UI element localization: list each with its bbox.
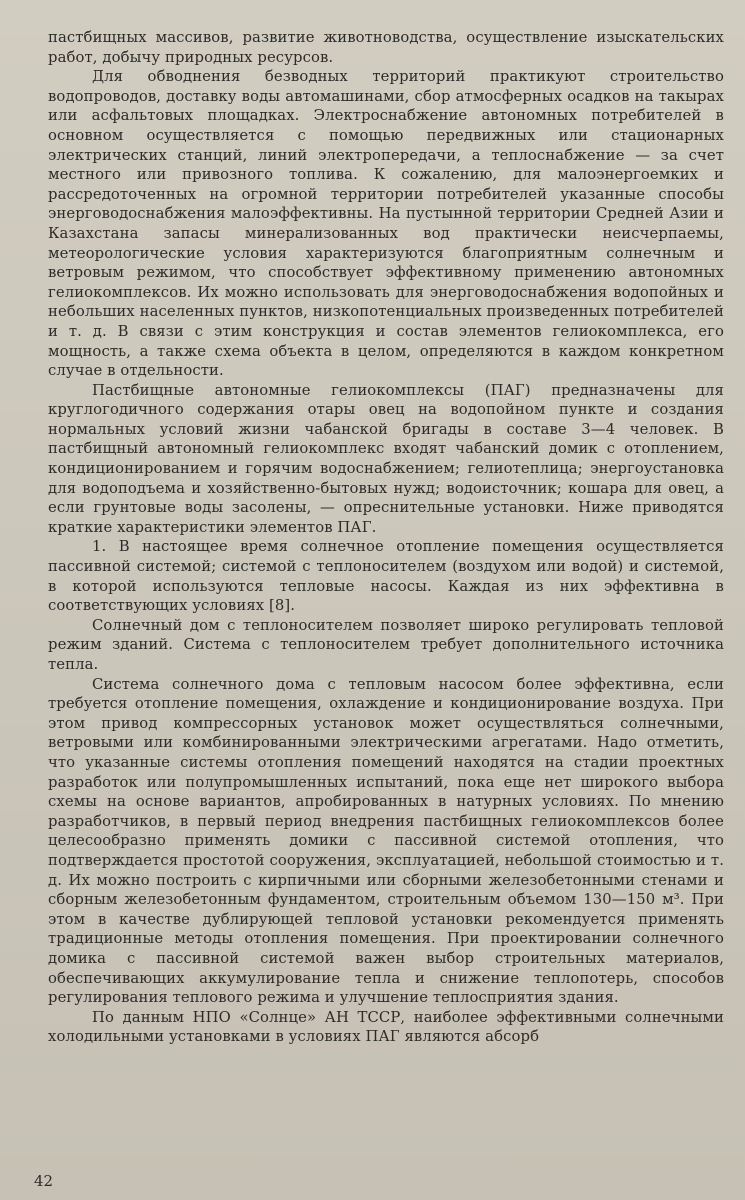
paragraph-water-supply: Для обводнения безводных территорий практикуют строительство водопроводов, доставку воды автомашинами, сбор атмосферных осадков на такырах или асфальтовых площадках. Электроснабжение автономных потребителей в основном осуществляется с помощью передвижных или стационарных электрических станций, линий электропередачи, а теплоснабжение — за счет местного или привозного топлива. К сожалению, для малоэнергоемких и рассредоточенных на огромной территории потребителей указанные способы энерговодоснабжения малоэффективны. На пустынной территории Средней Азии и Казахстана запасы минерализованных вод практически неисчерпаемы, метеорологические условия характеризуются благоприятным солнечным и ветровым режимом, что способствует эффективному применению автономных гелиокомплексов. Их можно использовать для энерговодоснабжения водопойных и небольших населенных пунктов, низкопотенциальных произведенных потребителей и т. д. В связи с этим конструкция и состав элементов гелиокомплекса, его мощность, а также схема объекта в целом, определяются в каждом конкретном случае в отдельности.	[48, 68, 724, 380]
paragraph-heat-pump: Система солнечного дома с тепловым насосом более эффективна, если требуется отопление помещения, охлаждение и кондиционирование воздуха. При этом привод компрессорных установок может осуществляться солнечными, ветровыми или комбинированными электрическими агрегатами. Надо отметить, что указанные системы отопления помещений находятся на стадии проектных разработок или полупромышленных испытаний, пока еще нет широкого выбора схемы на основе вариантов, апробированных в натурных условиях. По мнению разработчиков, в первый период внедрения пастбищных гелиокомплексов более целесообразно применять домики с пассивной системой отопления, что подтверждается простотой сооружения, эксплуатацией, небольшой стоимостью и т. д. Их можно построить с кирпичными или сборными железобетонными стенами и сборным железобетонным фундаментом, строительным объемом 130—150 м³. При этом в качестве дублирующей тепловой установки рекомендуется применять традиционные методы отопления помещения. При проектировании солнечного домика с пассивной системой важен выбор строительных материалов, обеспечивающих аккумулирование тепла и снижение теплопотерь, способов регулирования теплового режима и улучшение теплосприятия здания.	[48, 675, 724, 1007]
paragraph-solar-house-coolant: Солнечный дом с теплоносителем позволяет широко регулировать тепловой режим зданий. Система с теплоносителем требует дополнительного источника тепла.	[48, 616, 724, 673]
paragraph-npo-solntse: По данным НПО «Солнце» АН ТССР, наиболее эффективными солнечными холодильными установками в условиях ПАГ являются абсорб	[48, 1008, 724, 1046]
paragraph-continuation: пастбищных массивов, развитие животноводства, осуществление изыскательских работ, добычу природных ресурсов.	[48, 29, 724, 66]
page-number: 42	[34, 1172, 54, 1190]
paragraph-pag-definition: Пастбищные автономные гелиокомплексы (ПАГ) предназначены для круглогодичного содержания отары овец на водопойном пункте и создания нормальных условий жизни чабанской бригады в составе 3—4 человек. В пастбищный автономный гелиокомплекс входят чабанский домик с отоплением, кондиционированием и горячим водоснабжением; гелиотеплица; энергоустановка для водоподъема и хозяйственно-бытовых нужд; водоисточник; кошара для овец, а если грунтовые воды засолены, — опреснительные установки. Ниже приводятся краткие характеристики элементов ПАГ.	[48, 381, 724, 536]
paragraph-solar-heating: 1. В настоящее время солнечное отопление помещения осуществляется пассивной системой; системой с теплоносителем (воздухом или водой) и системой, в которой используются тепловые насосы. Каждая из них эффективна в соответствующих условиях [8].	[48, 538, 724, 615]
body-text	[48, 28, 724, 1047]
